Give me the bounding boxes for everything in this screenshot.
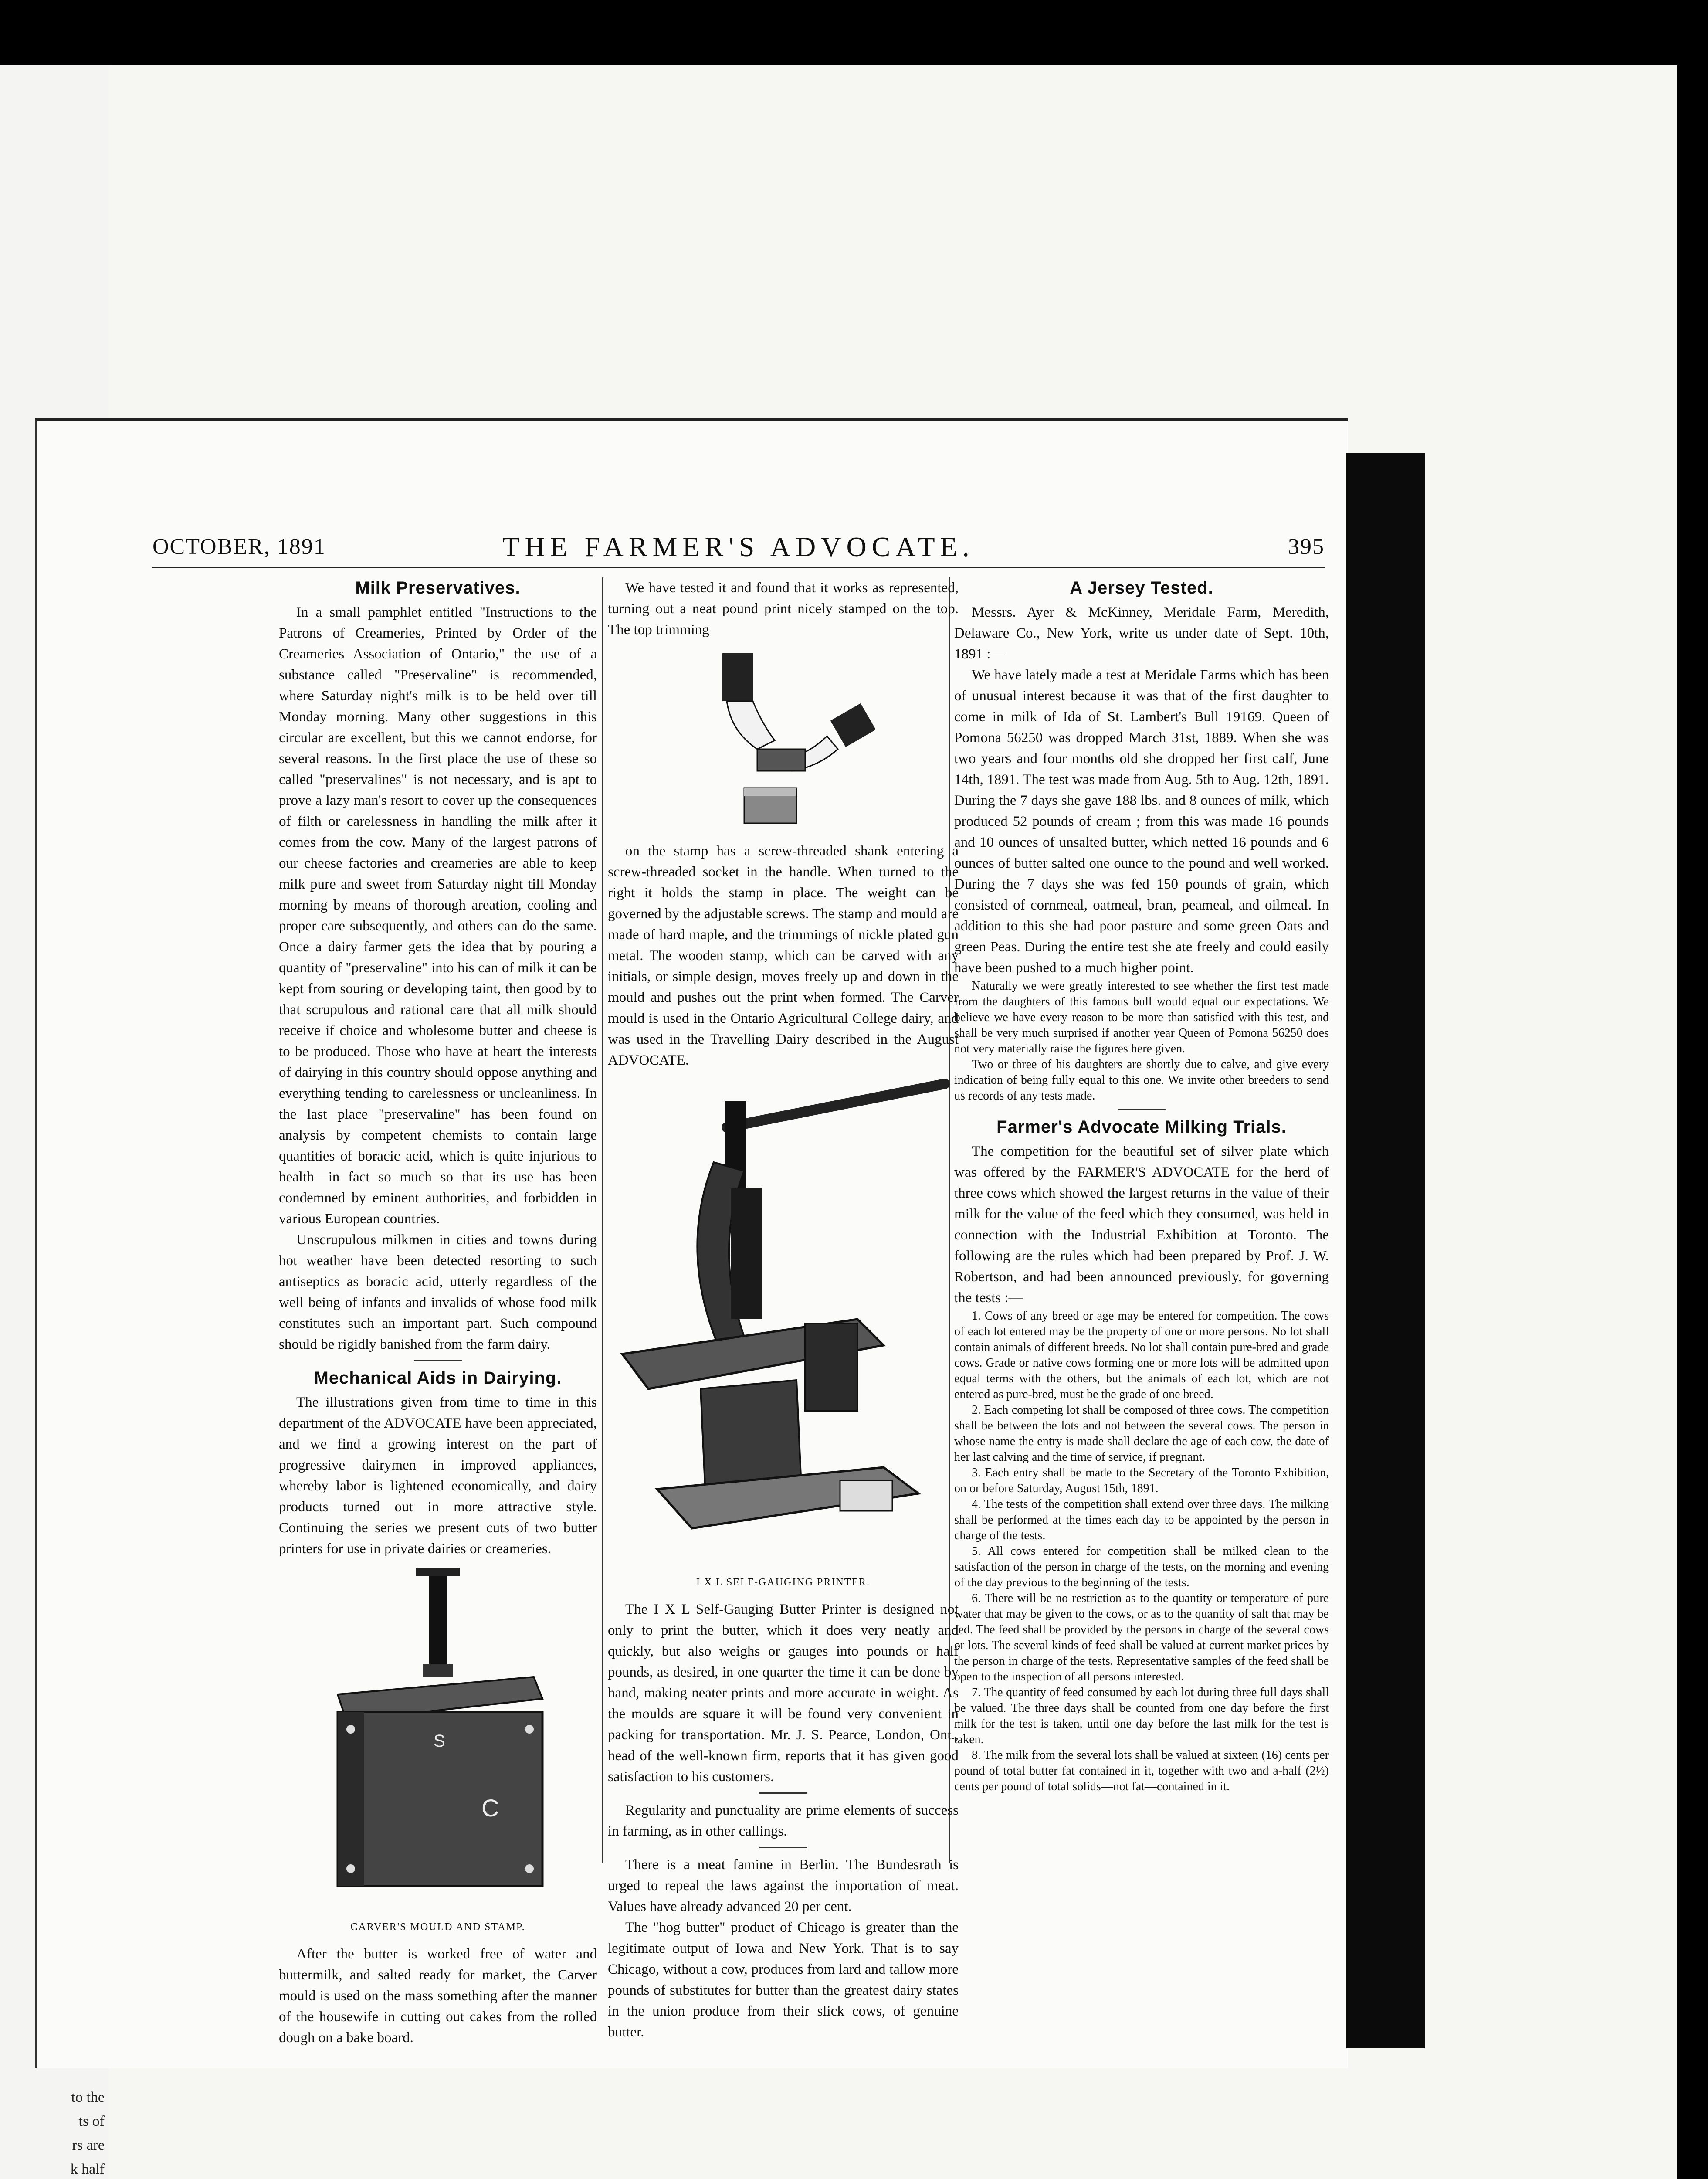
column-2	[608, 577, 959, 2043]
page-number: 395	[1288, 534, 1325, 559]
issue-date: OCTOBER, 1891	[152, 534, 326, 559]
article-paragraph: Unscrupulous milkmen in cities and towns during hot weather have been detected resorting to such antiseptics as boracic acid, utterly regardless of the well being of infants and invalids of whose food milk constitutes such an important part. Such compound should be rigidly banished from the farm dairy.	[279, 1232, 597, 1352]
svg-text:S: S	[434, 1731, 445, 1751]
article-paragraph: Two or three of his daughters are shortly due to calve, and give every indication of being fully equal to this one. We invite other breeders to send us records of any tests made.	[954, 1058, 1329, 1103]
left-page-text-fragment: rs are	[72, 2137, 105, 2153]
section-rule	[759, 1847, 807, 1848]
svg-text:C: C	[481, 1794, 499, 1822]
article-paragraph: The competition for the beautiful set of silver plate which was offered by the FARMER'S ADVOCATE for the herd of three cows which showed the largest returns in the value of their milk for the value of the feed which they consumed, was held in connection with the Industrial Exhibition at Toronto. The following are the rules which had been prepared by Prof. J. W. Robertson, and had been announced previously, for governing the tests :—	[954, 1144, 1329, 1306]
article-heading: Milk Preservatives.	[355, 578, 521, 597]
article-paragraph: Naturally we were greatly interested to see whether the first test made from the daughters of this famous bull would equal our expectations. We believe we have every reason to be more than satisfied with this test, and shall be very much surprised if another year Queen of Pomona 56250 does not very materially raise the figures here given.	[954, 979, 1329, 1056]
carver-mould-illustration	[298, 1564, 577, 1912]
newspaper-title: THE FARMER'S ADVOCATE.	[502, 531, 975, 562]
competition-rule: 1. Cows of any breed or age may be entered for competition. The cows of each lot entered may be the property of one or more persons. No lot shall contain animals of different breeds. No lot shall contain pure-bred and grade cows. Grade or native cows forming one or more lots will be admitted upon equal terms with the others, but the animals of each lot, which are not entered as pure-bred, must be the grade of one breed.	[954, 1309, 1329, 1401]
competition-rule: 5. All cows entered for competition shall be milked clean to the satisfaction of the person in charge of the tests, on the morning and evening of the day previous to the beginning of the tests.	[954, 1544, 1329, 1589]
competition-rule: 8. The milk from the several lots shall be valued at sixteen (16) cents per pound of total butter fat contained in it, together with two and a-half (2½) cents per pound of total solids—not fat—contained in it.	[954, 1748, 1329, 1793]
section-rule	[414, 1360, 462, 1361]
column-1	[279, 577, 597, 2048]
left-page-text-fragment: ts of	[78, 2113, 105, 2129]
article-paragraph: After the butter is worked free of water and buttermilk, and salted ready for market, the Carver mould is used on the mass something after the manner of the housewife in cutting out cakes from the rolled dough on a bake board.	[279, 1946, 597, 2046]
left-page-text-fragment: to the	[71, 2089, 105, 2105]
competition-rule: 6. There will be no restriction as to the quantity or temperature of pure water that may be given to the cows, or as to the quantity of salt that may be fed. The feed shall be provided by the persons in charge of the several cows or lots. The several kinds of feed shall be valued at current market prices by the person in charge of the tests. Representative samples of the feed shall be open to the inspection of all persons interested.	[954, 1592, 1329, 1683]
competition-rule: 2. Each competing lot shall be composed of three cows. The competition shall be between the lots and not between the several cows. The person in whose name the entry is made shall declare the age of each cow, the date of her last calving and the time of service, if pregnant.	[954, 1403, 1329, 1464]
article-heading: Mechanical Aids in Dairying.	[314, 1368, 562, 1388]
article-paragraph: We have lately made a test at Meridale Farms which has been of unusual interest because it was that of the first daughter to come in milk of Ida of St. Lambert's Bull 19169. Queen of Pomona 56250 was dropped March 31st, 1889. When she was two years and four months old she dropped her first calf, June 14th, 1891. The test was made from Aug. 5th to Aug. 12th, 1891. During the 7 days she gave 188 lbs. and 8 ounces of milk, which produced 52 pounds of cream ; from this was made 16 pounds and 10 ounces of unsalted butter, which netted 16 pounds and 6 ounces of butter salted one ounce to the pound and well worked. During the 7 days she was fed 150 pounds of grain, which consisted of cornmeal, oatmeal, bran, peameal, and oilmeal. In addition to this she had poor pasture and some green Oats and green Peas. During the entire test she ate freely and could easily have been pushed to a much higher point.	[954, 667, 1329, 976]
masthead-rule	[152, 567, 1325, 568]
column-divider	[602, 577, 603, 1863]
competition-rule: 7. The quantity of feed consumed by each lot during three full days shall be valued. The three days shall be counted from one day before the first milk for the test is taken, until one day before the last milk for the test is taken.	[954, 1686, 1329, 1746]
competition-rule: 3. Each entry shall be made to the Secretary of the Toronto Exhibition, on or before Saturday, August 15th, 1891.	[954, 1466, 1329, 1495]
article-heading: Farmer's Advocate Milking Trials.	[996, 1117, 1287, 1137]
article-paragraph: on the stamp has a screw-threaded shank entering a screw-threaded socket in the handle. When turned to the right it holds the stamp in place. The weight can be governed by the adjustable screws. The stamp and mould are made of hard maple, and the trimmings of nickle plated gun metal. The wooden stamp, which can be carved with any initials, or simple design, moves freely up and down in the mould and pushes out the print when formed. The Carver mould is used in the Ontario Agricultural College dairy, and was used in the Travelling Dairy described in the August ADVOCATE.	[608, 843, 959, 1068]
article-paragraph: The illustrations given from time to time in this department of the ADVOCATE have been appreciated, and we find a growing interest on the part of progressive dairymen in improved appliances, whereby labor is lightened economically, and dairy products turned out in more attractive style. Continuing the series we present cuts of two butter printers for use in private dairies or creameries.	[279, 1395, 597, 1557]
masthead	[152, 529, 1325, 564]
article-paragraph: We have tested it and found that it works as represented, turning out a neat pound print nicely stamped on the top. The top trimming	[608, 580, 959, 638]
figure-caption: CARVER'S MOULD AND STAMP.	[350, 1921, 525, 1933]
binding-shadow	[1346, 453, 1425, 2048]
competition-rule: 4. The tests of the competition shall extend over three days. The milking shall be performed at the times each day to be appointed by the person in charge of the tests.	[954, 1497, 1329, 1542]
article-paragraph: There is a meat famine in Berlin. The Bundesrath is urged to repeal the laws against the importation of meat. Values have already advanced 20 per cent.	[608, 1857, 959, 1914]
left-page-text-fragment: k half	[70, 2161, 105, 2177]
hands-stamp-illustration	[692, 645, 875, 836]
section-rule	[759, 1792, 807, 1794]
article-paragraph: The I X L Self-Gauging Butter Printer is designed not only to print the butter, which it does very neatly and quickly, but also weighs or gauges into pounds or half pounds, as desired, in one quarter the time it can be done by hand, making neater prints and more accurate in weight. As the moulds are square it will be found very convenient in packing for transportation. Mr. J. S. Pearce, London, Ont., head of the well-known firm, reports that it has given good satisfaction to his customers.	[608, 1602, 959, 1785]
article-paragraph: Regularity and punctuality are prime elements of success in farming, as in other callings.	[608, 1802, 959, 1839]
article-paragraph: Messrs. Ayer & McKinney, Meridale Farm, Meredith, Delaware Co., New York, write us under date of Sept. 10th, 1891 :—	[954, 604, 1329, 662]
column-3	[954, 577, 1329, 1795]
figure-caption: I X L SELF-GAUGING PRINTER.	[696, 1577, 871, 1588]
article-heading: A Jersey Tested.	[1070, 578, 1213, 597]
ixl-printer-illustration	[613, 1075, 953, 1568]
section-rule	[1118, 1109, 1166, 1110]
article-paragraph: In a small pamphlet entitled "Instructions to the Patrons of Creameries, Printed by Order of the Creameries Association of Ontario," the use of a substance called "Preservaline" is recommended, where Saturday night's milk is to be held over till Monday morning. Many other suggestions in this circular are excellent, but this we cannot endorse, for several reasons. In the first place the use of these so called "preservalines" is not necessary, and is apt to prove a lazy man's resort to cover up the consequences of filth or carelessness in handling the milk after it comes from the cow. Many of the largest patrons of our cheese factories and creameries are able to keep milk pure and sweet from Saturday night till Monday morning by means of thorough areation, cooling and proper care subsequently, and others can do the same. Once a dairy farmer gets the idea that by pouring a quantity of "preservaline" into his can of milk it can be kept from souring or developing taint, then good by to that scrupulous and rational care that all milk should receive if choice and wholesome butter and cheese is to be produced. Those who have at heart the interests of dairying in this country should oppose anything and everything tending to carelessness or uncleanliness. In the last place "preservaline" has been found on analysis by competent chemists to contain large quantities of boracic acid, which is quite injurious to health—in fact so much so that its use has been condemned by eminent authorities, and forbidden in various European countries.	[279, 604, 597, 1227]
article-paragraph: The "hog butter" product of Chicago is greater than the legitimate output of Iowa and New York. That is to say Chicago, without a cow, produces from lard and tallow more pounds of substitutes for butter than the greatest dairy states in the union produce from their slick cows, of genuine butter.	[608, 1920, 959, 2040]
